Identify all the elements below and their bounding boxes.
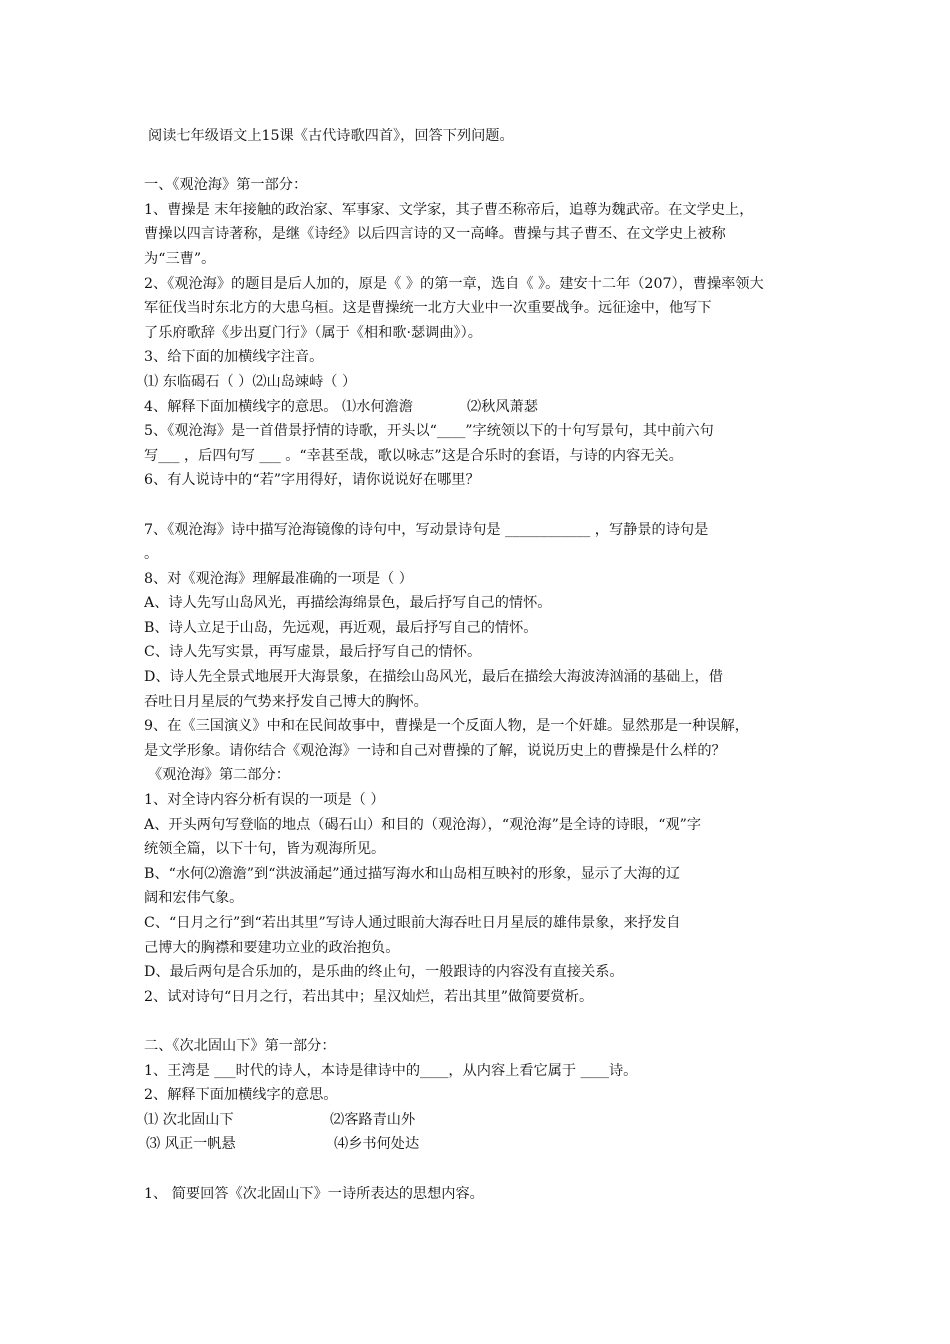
option-line: 己博大的胸襟和要建功立业的政治抱负。	[144, 939, 400, 956]
item-row	[144, 1108, 809, 1133]
question-line: 1、王湾是 ___时代的诗人，本诗是律诗中的____，从内容上看它属于 ____诗。	[144, 1062, 638, 1079]
question-line: 2、试对诗句“日月之行，若出其中；星汉灿烂，若出其里”做简要赏析。	[144, 988, 594, 1005]
option-line: 统领全篇，以下十句，皆为观海所见。	[144, 841, 386, 858]
question-line: 3、给下面的加横线字注音。	[144, 349, 324, 366]
option-line: A、开头两句写登临的地点（碣石山）和目的（观沧海），“观沧海”是全诗的诗眼，“观”字	[144, 816, 702, 833]
question-line: 8、对《观沧海》理解最准确的一项是（ ）	[144, 570, 413, 587]
question-line: 为“三曹”。	[144, 250, 216, 267]
question-line: 4、解释下面加横线字的意思。 ⑴水何澹澹 ⑵秋风萧瑟	[144, 398, 538, 415]
section-heading: 一、《观沧海》第一部分：	[144, 177, 308, 194]
question-line: 9、在《三国演义》中和在民间故事中，曹操是一个反面人物，是一个奸雄。显然那是一种误解，	[144, 718, 749, 735]
item-text: ⑷乡书何处达	[334, 1136, 420, 1153]
section-heading: 《观沧海》第二部分：	[148, 767, 290, 784]
question-line: 6、有人说诗中的“若”字用得好，请你说说好在哪里？	[144, 472, 480, 489]
option-line: 吞吐日月星辰的气势来抒发自己博大的胸怀。	[144, 693, 428, 710]
intro-line: 阅读七年级语文上15课《古代诗歌四首》，回答下列问题。	[148, 128, 514, 144]
question-line: 2、《观沧海》的题目是后人加的，原是《 》的第一章，选自《 》。建安十二年（207），曹操率领大	[144, 275, 764, 292]
question-line: 了乐府歌辞《步出夏门行》（属于《相和歌·瑟调曲》）。	[144, 324, 482, 341]
question-line: 。	[144, 546, 159, 563]
item-line: ⑴ 东临碣石（ ）⑵山岛竦峙（ ）	[144, 373, 357, 390]
item-text: ⑴ 次北固山下	[144, 1111, 234, 1128]
option-line: D、诗人先全景式地展开大海景象，在描绘山岛风光，最后在描绘大海波涛汹涌的基础上，借	[144, 669, 723, 686]
item-text: ⑵客路青山外	[330, 1111, 416, 1128]
question-line: 军征伐当时东北方的大患乌桓。这是曹操统一北方大业中一次重要战争。远征途中，他写下	[144, 300, 712, 317]
item-row	[144, 1132, 809, 1157]
option-line: 阔和宏伟气象。	[144, 890, 244, 907]
option-line: B、“水何⑵澹澹”到“洪波涌起”通过描写海水和山岛相互映衬的形象，显示了大海的辽	[144, 865, 681, 882]
question-line: 1、曹操是 末年接触的政治家、军事家、文学家，其子曹丕称帝后，追尊为魏武帝。在文学史上，	[144, 201, 754, 218]
option-line: A、诗人先写山岛风光，再描绘海绵景色，最后抒写自己的情怀。	[144, 595, 552, 612]
question-line: 1、 简要回答《次北固山下》一诗所表达的思想内容。	[144, 1185, 484, 1202]
option-line: C、诗人先写实景，再写虚景，最后抒写自己的情怀。	[144, 644, 482, 661]
document-page	[144, 124, 809, 1206]
option-line: D、最后两句是合乐加的，是乐曲的终止句，一般跟诗的内容没有直接关系。	[144, 964, 624, 981]
question-line: 5、《观沧海》是一首借景抒情的诗歌，开头以“____”字统领以下的十句写景句，其中前六句	[144, 423, 714, 440]
option-line: B、诗人立足于山岛，先远观，再近观，最后抒写自己的情怀。	[144, 619, 538, 636]
section-heading: 二、《次北固山下》第一部分：	[144, 1037, 336, 1054]
question-line: 7、《观沧海》诗中描写沧海镜像的诗句中，写动景诗句是 ____________ ，写静景的诗句是	[144, 521, 709, 538]
question-line: 写___ ，后四句写 ___ 。“幸甚至哉，歌以咏志”这是合乐时的套语，与诗的内容无关。	[144, 447, 683, 464]
question-line: 是文学形象。请你结合《观沧海》一诗和自己对曹操的了解，说说历史上的曹操是什么样的？	[144, 742, 726, 759]
question-line: 1、对全诗内容分析有误的一项是（ ）	[144, 792, 385, 809]
option-line: C、“日月之行”到“若出其里”写诗人通过眼前大海吞吐日月星辰的雄伟景象，来抒发自	[144, 915, 681, 931]
item-text: ⑶ 风正一帆悬	[146, 1136, 236, 1153]
question-line: 曹操以四言诗著称，是继《诗经》以后四言诗的又一高峰。曹操与其子曹丕、在文学史上被称	[144, 226, 726, 243]
question-line: 2、解释下面加横线字的意思。	[144, 1087, 338, 1104]
